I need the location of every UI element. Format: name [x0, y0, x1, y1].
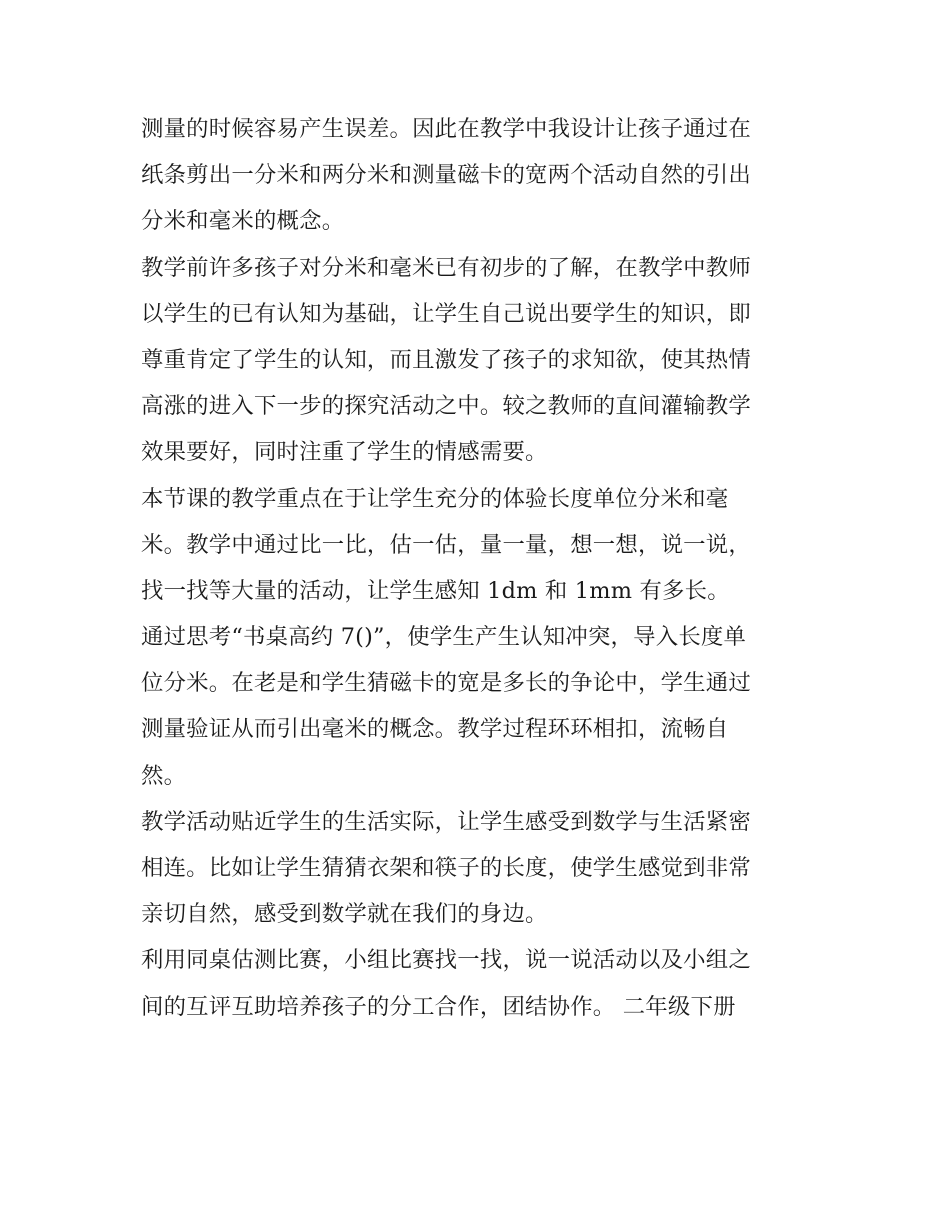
text-line: 纸条剪出一分米和两分米和测量磁卡的宽两个活动自然的引出	[141, 162, 751, 189]
text-line: 以学生的已有认知为基础，让学生自己说出要学生的知识，即	[141, 300, 751, 327]
paragraph-4	[141, 614, 811, 799]
text-line: 高涨的进入下一步的探究活动之中。较之教师的直间灌输教学	[141, 393, 751, 420]
text-line: 本节课的教学重点在于让学生充分的体验长度单位分米和毫	[141, 485, 729, 512]
text-line: 通过思考“书桌高约 7()”，使学生产生认知冲突，导入长度单	[141, 624, 747, 651]
text-line: 测量的时候容易产生误差。因此在教学中我设计让孩子通过在	[141, 116, 751, 142]
text-line: 利用同桌估测比赛，小组比赛找一找，说一说活动以及小组之	[141, 947, 751, 974]
text-line: 效果要好，同时注重了学生的情感需要。	[141, 439, 548, 466]
paragraph-5	[141, 799, 811, 938]
text-line: 米。教学中通过比一比，估一估，量一量，想一想，说一说，	[141, 531, 751, 558]
paragraph-3	[141, 476, 811, 615]
paragraph-2	[141, 245, 811, 476]
paragraph-1	[141, 106, 811, 245]
text-line: 教学前许多孩子对分米和毫米已有初步的了解，在教学中教师	[141, 254, 751, 281]
text-line: 间的互评互助培养孩子的分工合作，团结协作。 二年级下册	[141, 993, 736, 1020]
text-line: 教学活动贴近学生的生活实际，让学生感受到数学与生活紧密	[141, 808, 751, 835]
paragraph-6	[141, 937, 811, 1029]
document-body	[141, 106, 811, 1030]
text-line: 亲切自然，感受到数学就在我们的身边。	[141, 901, 548, 928]
text-line: 然。	[141, 762, 187, 789]
text-line: 位分米。在老是和学生猜磁卡的宽是多长的争论中，学生通过	[141, 670, 751, 697]
text-line: 测量验证从而引出毫米的概念。教学过程环环相扣，流畅自	[141, 716, 729, 743]
text-line: 找一找等大量的活动，让学生感知 1dm 和 1mm 有多长。	[141, 577, 730, 604]
text-line: 相连。比如让学生猜猜衣架和筷子的长度，使学生感觉到非常	[141, 855, 751, 881]
text-line: 分米和毫米的概念。	[141, 208, 345, 235]
text-line: 尊重肯定了学生的认知，而且激发了孩子的求知欲，使其热情	[141, 346, 751, 373]
